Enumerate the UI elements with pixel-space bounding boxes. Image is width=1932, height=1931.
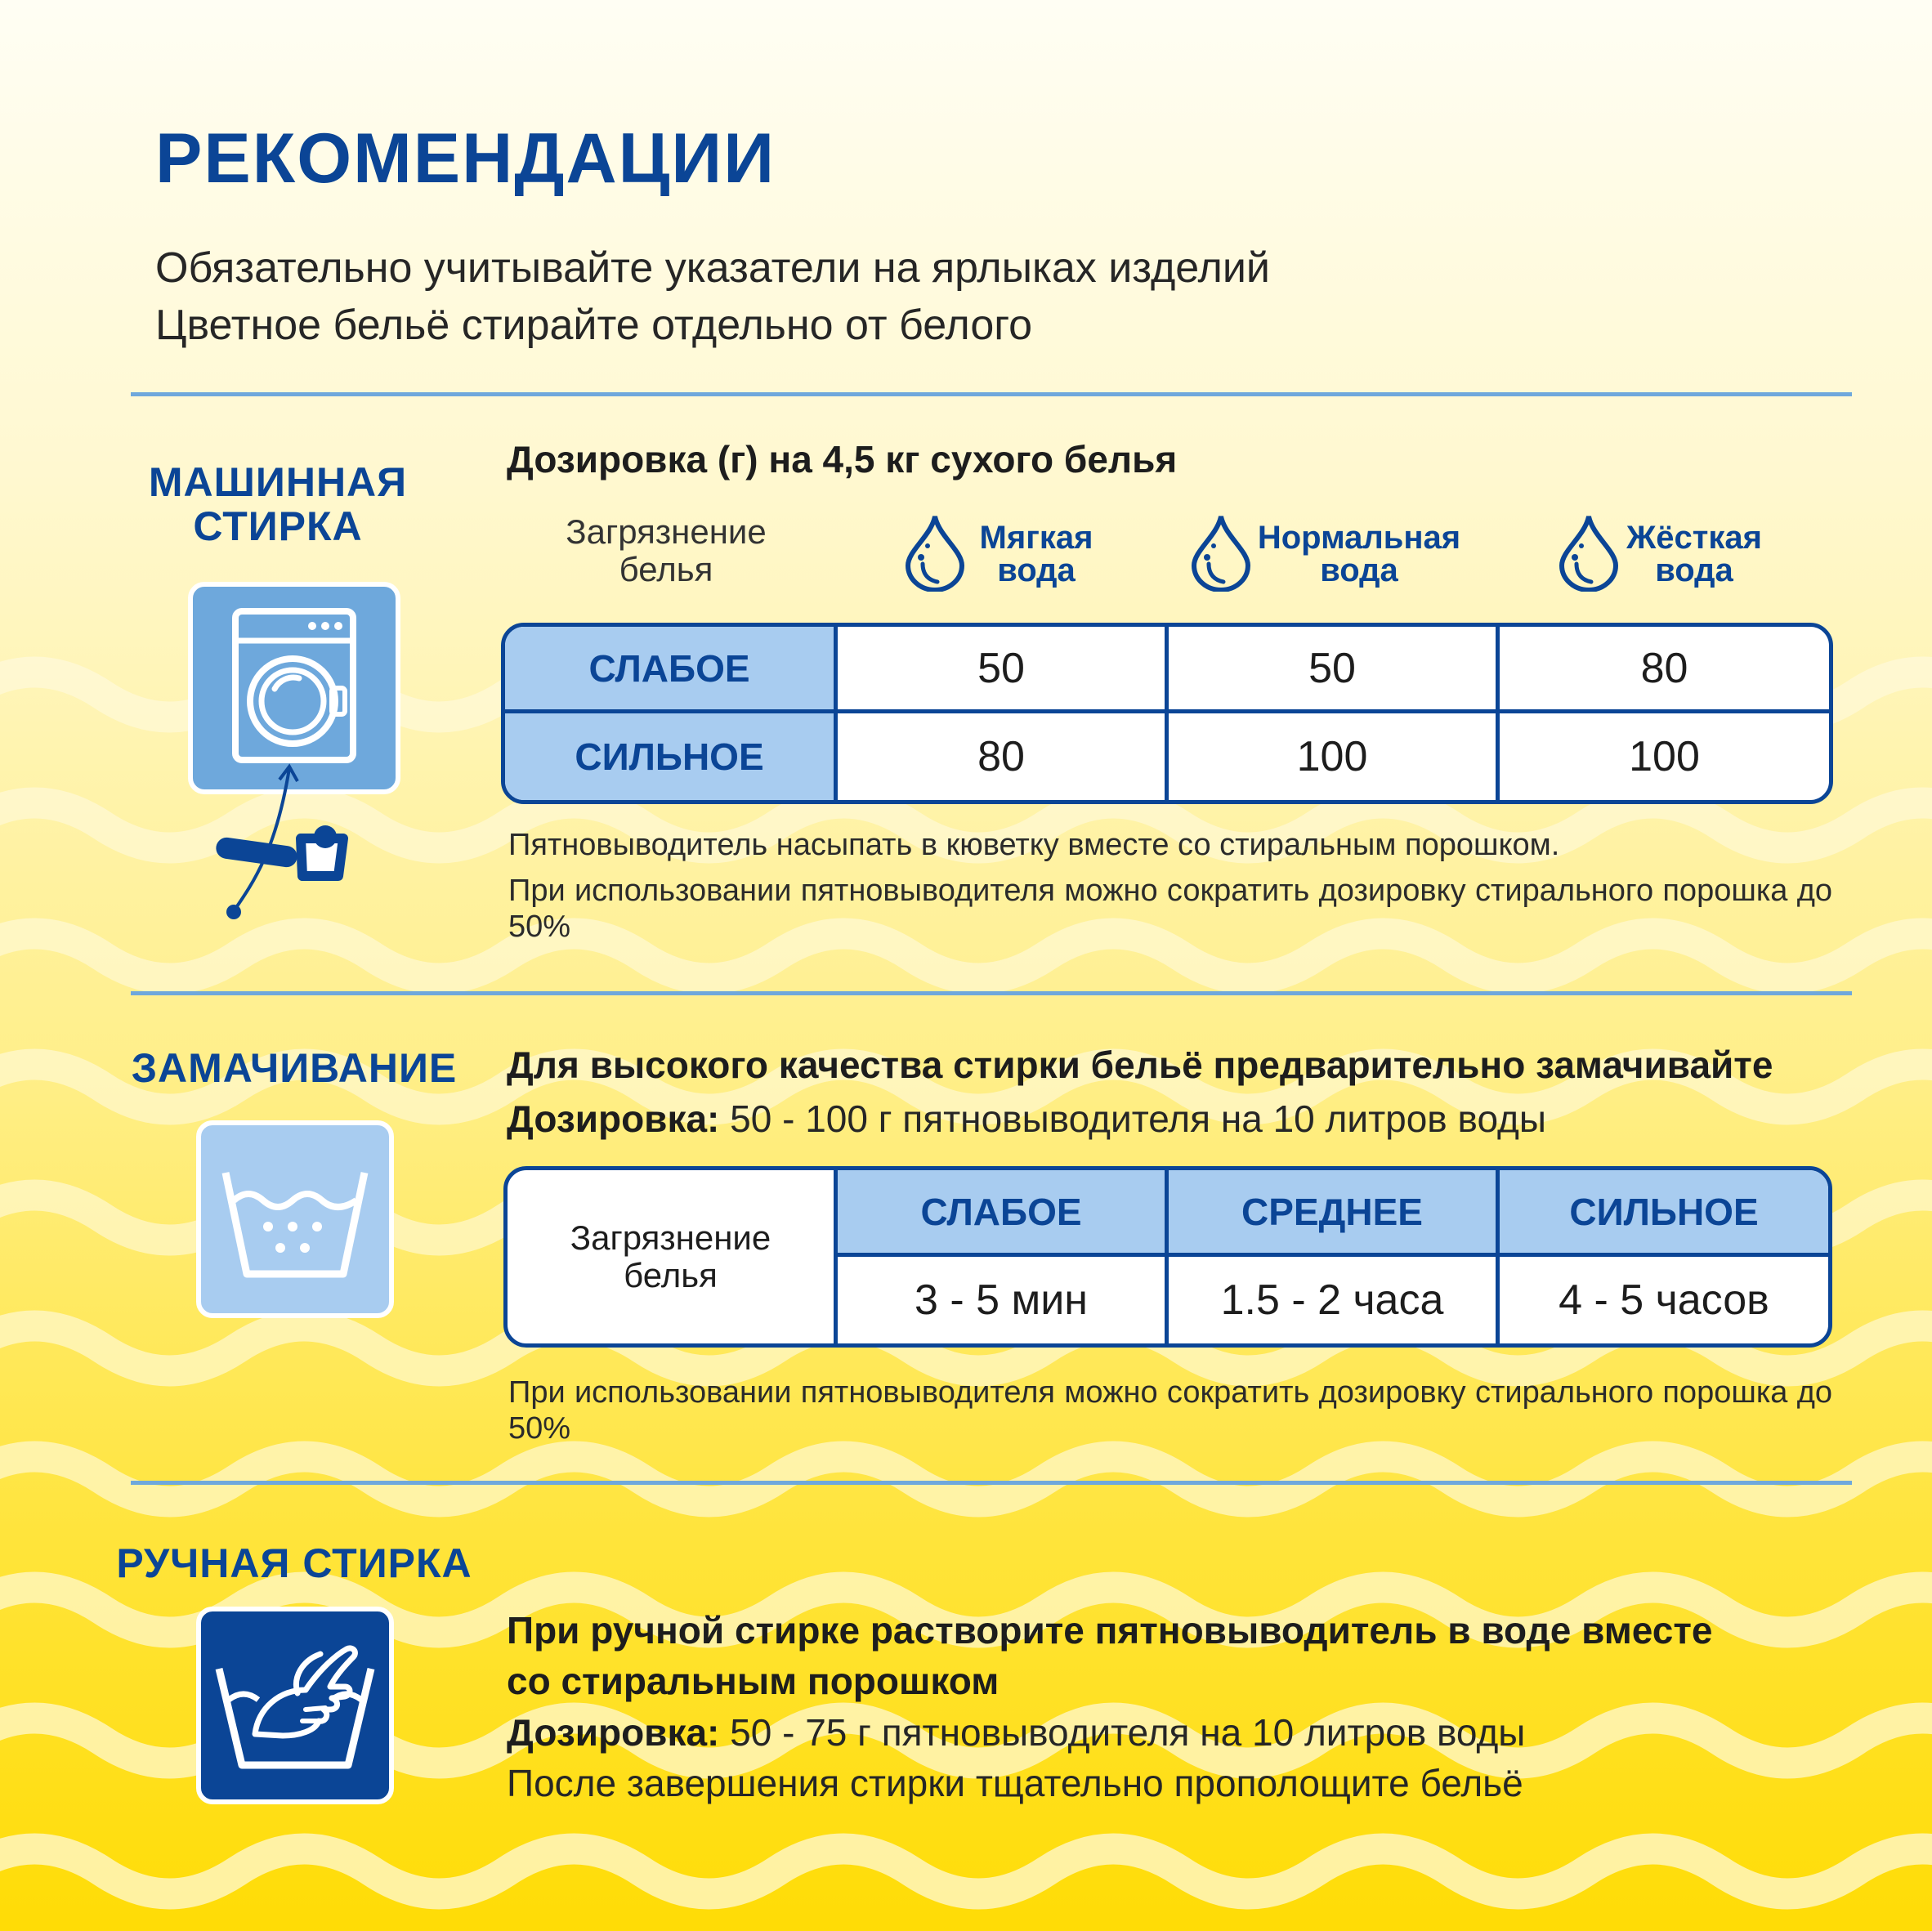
divider bbox=[131, 991, 1852, 995]
soak-soil-label-line-2: белья bbox=[624, 1256, 718, 1294]
hand-wash-heading-line-1: При ручной стирке растворите пятновыводитель в воде вместе bbox=[507, 1609, 1713, 1652]
hand-wash-dosage-text: 50 - 75 г пятновыводителя на 10 литров воды bbox=[719, 1711, 1526, 1754]
soil-level-label-line-2: белья bbox=[619, 550, 713, 588]
wave-band bbox=[0, 1849, 1932, 1894]
soak-dosage-text: 50 - 100 г пятновыводителя на 10 литров воды bbox=[719, 1097, 1546, 1140]
soak-basin-icon bbox=[196, 1120, 394, 1318]
soak-heading: Для высокого качества стирки бельё предварительно замачивайте bbox=[507, 1044, 1773, 1086]
hand-wash-dosage bbox=[507, 1710, 1525, 1754]
normal-water-line-1: Нормальная bbox=[1257, 520, 1461, 556]
hard-water-line-2: вода bbox=[1655, 552, 1733, 588]
measuring-scoop-icon bbox=[204, 760, 360, 923]
soak-time-weak: 3 - 5 мин bbox=[838, 1257, 1169, 1343]
water-drop-icon bbox=[1557, 512, 1621, 592]
soak-dosage bbox=[507, 1097, 1546, 1141]
normal-water-line-2: вода bbox=[1320, 552, 1398, 588]
soft-water-header bbox=[967, 521, 1106, 587]
soak-header-strong: СИЛЬНОЕ bbox=[1500, 1170, 1828, 1257]
soak-time-medium: 1.5 - 2 часа bbox=[1169, 1257, 1500, 1343]
dose-strong-soft: 80 bbox=[838, 713, 1169, 800]
soak-title: ЗАМАЧИВАНИЕ bbox=[131, 1045, 458, 1091]
dose-weak-soft: 50 bbox=[838, 627, 1169, 713]
subtitle-line-2: Цветное бельё стирайте отдельно от белого bbox=[155, 302, 1033, 349]
machine-note-1: Пятновыводитель насыпать в кюветку вместе со стиральным порошком. bbox=[508, 828, 1560, 862]
water-drop-icon bbox=[1189, 512, 1253, 592]
machine-wash-title bbox=[131, 460, 425, 548]
wave-band bbox=[0, 1457, 1932, 1502]
hand-wash-icon bbox=[196, 1607, 394, 1804]
machine-wash-title-line-1: МАШИННАЯ bbox=[148, 459, 408, 505]
soak-soil-label-line-1: Загрязнение bbox=[570, 1218, 771, 1257]
normal-water-header bbox=[1253, 521, 1465, 587]
machine-dosage-heading: Дозировка (г) на 4,5 кг сухого белья bbox=[507, 438, 1178, 481]
divider bbox=[131, 392, 1852, 396]
machine-dosage-table bbox=[501, 623, 1833, 804]
row-label-strong: СИЛЬНОЕ bbox=[505, 713, 838, 800]
soak-note: При использовании пятновыводителя можно сократить дозировку стирального порошка до 50% bbox=[508, 1375, 1832, 1446]
hard-water-header bbox=[1621, 521, 1768, 587]
row-label-weak: СЛАБОЕ bbox=[505, 627, 838, 713]
hand-wash-title: РУЧНАЯ СТИРКА bbox=[116, 1540, 472, 1586]
machine-note-2: При использовании пятновыводителя можно сократить дозировку стирального порошка до 50% bbox=[508, 874, 1832, 944]
dose-strong-hard: 100 bbox=[1629, 733, 1700, 780]
dose-weak-hard: 80 bbox=[1500, 627, 1829, 713]
soak-time-table bbox=[503, 1166, 1832, 1348]
page-title: РЕКОМЕНДАЦИИ bbox=[155, 119, 776, 198]
soak-header-weak: СЛАБОЕ bbox=[838, 1170, 1169, 1257]
hand-wash-rinse: После завершения стирки тщательно прополощите бельё bbox=[507, 1762, 1523, 1804]
subtitle-line-1: Обязательно учитывайте указатели на ярлыках изделий bbox=[155, 244, 1270, 292]
soak-header-medium: СРЕДНЕЕ bbox=[1169, 1170, 1500, 1257]
divider bbox=[131, 1481, 1852, 1485]
hand-wash-dosage-label: Дозировка: bbox=[507, 1711, 720, 1754]
soft-water-line-2: вода bbox=[997, 552, 1076, 588]
machine-wash-title-line-2: СТИРКА bbox=[193, 503, 363, 549]
soak-dosage-label: Дозировка: bbox=[507, 1097, 720, 1140]
soak-soil-label bbox=[508, 1170, 838, 1343]
hand-wash-heading-line-2: со стиральным порошком bbox=[507, 1660, 1000, 1702]
dose-strong-normal: 100 bbox=[1169, 713, 1500, 800]
water-drop-icon bbox=[903, 512, 967, 592]
dose-weak-normal: 50 bbox=[1169, 627, 1500, 713]
soak-time-strong: 4 - 5 часов bbox=[1559, 1276, 1769, 1324]
hard-water-line-1: Жёсткая bbox=[1626, 520, 1762, 556]
soft-water-line-1: Мягкая bbox=[979, 520, 1093, 556]
soil-level-label-line-1: Загрязнение bbox=[566, 512, 767, 551]
soil-level-label bbox=[531, 513, 801, 588]
